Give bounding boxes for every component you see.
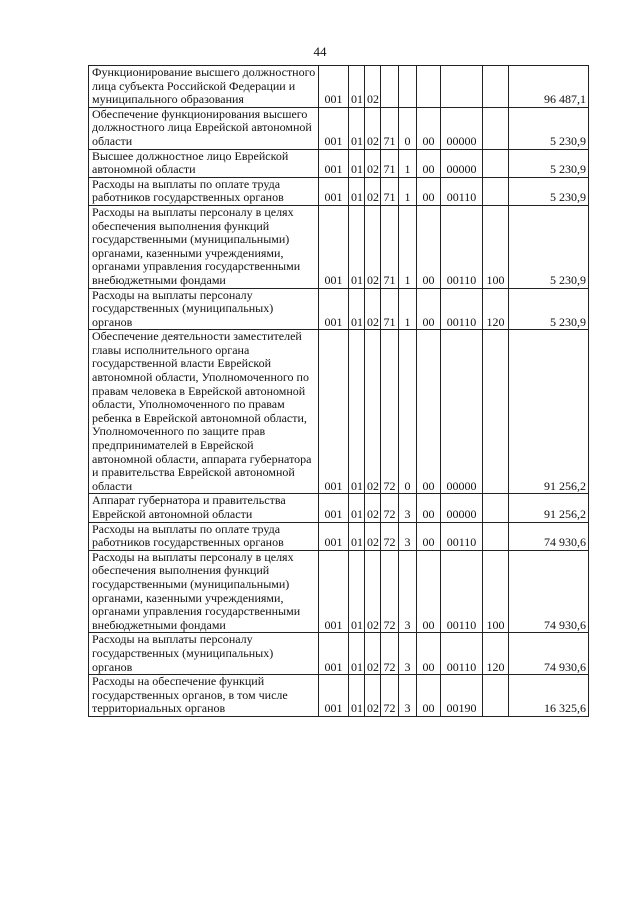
section-code-cell: 01 xyxy=(349,149,365,177)
expense-type-cell: 120 xyxy=(483,288,509,330)
expense-code-cell: 00110 xyxy=(441,177,483,205)
expense-type-cell xyxy=(483,330,509,494)
amount-cell: 5 230,9 xyxy=(509,149,589,177)
program-code-cell: 72 xyxy=(381,330,399,494)
subsection-code-cell: 02 xyxy=(365,177,381,205)
ved-code-cell: 001 xyxy=(319,330,349,494)
expense-code-cell: 00110 xyxy=(441,288,483,330)
subsection-code-cell: 02 xyxy=(365,107,381,149)
expense-type-cell xyxy=(483,675,509,717)
expense-code-cell: 00110 xyxy=(441,633,483,675)
row-name-cell: Высшее должностное лицо Еврейской автономной области xyxy=(89,149,319,177)
program-code-cell: 71 xyxy=(381,149,399,177)
ved-code-cell: 001 xyxy=(319,177,349,205)
subsection-code-cell: 02 xyxy=(365,330,381,494)
expense-type-cell xyxy=(483,494,509,522)
program-code-cell: 71 xyxy=(381,107,399,149)
direction-code-cell: 00 xyxy=(417,633,441,675)
amount-cell: 5 230,9 xyxy=(509,107,589,149)
ved-code-cell: 001 xyxy=(319,288,349,330)
table-row xyxy=(89,288,589,330)
ved-code-cell: 001 xyxy=(319,550,349,633)
ved-code-cell: 001 xyxy=(319,205,349,288)
subprogram-code-cell xyxy=(399,66,417,108)
expense-code-cell: 00000 xyxy=(441,107,483,149)
row-name-cell: Аппарат губернатора и правительства Еврейской автономной области xyxy=(89,494,319,522)
expense-type-cell xyxy=(483,149,509,177)
program-code-cell: 71 xyxy=(381,288,399,330)
page-number: 44 xyxy=(313,44,327,59)
subprogram-code-cell: 1 xyxy=(399,149,417,177)
subprogram-code-cell: 3 xyxy=(399,522,417,550)
program-code-cell: 72 xyxy=(381,494,399,522)
amount-cell: 5 230,9 xyxy=(509,288,589,330)
subsection-code-cell: 02 xyxy=(365,522,381,550)
section-code-cell: 01 xyxy=(349,66,365,108)
expense-code-cell xyxy=(441,66,483,108)
ved-code-cell: 001 xyxy=(319,149,349,177)
expense-code-cell: 00190 xyxy=(441,675,483,717)
subsection-code-cell: 02 xyxy=(365,205,381,288)
table-body xyxy=(89,66,589,717)
program-code-cell: 72 xyxy=(381,633,399,675)
row-name-cell: Расходы на выплаты по оплате труда работников государственных органов xyxy=(89,522,319,550)
ved-code-cell: 001 xyxy=(319,522,349,550)
table-row xyxy=(89,522,589,550)
table-row xyxy=(89,675,589,717)
row-name-cell: Функционирование высшего должностного лица субъекта Российской Федерации и муниципального образования xyxy=(89,66,319,108)
expense-type-cell xyxy=(483,522,509,550)
table-row xyxy=(89,330,589,494)
expense-code-cell: 00110 xyxy=(441,205,483,288)
section-code-cell: 01 xyxy=(349,205,365,288)
table-row xyxy=(89,177,589,205)
expense-type-cell: 100 xyxy=(483,550,509,633)
section-code-cell: 01 xyxy=(349,494,365,522)
expense-type-cell xyxy=(483,66,509,108)
ved-code-cell: 001 xyxy=(319,494,349,522)
row-name-cell: Обеспечение функционирования высшего должностного лица Еврейской автономной области xyxy=(89,107,319,149)
direction-code-cell: 00 xyxy=(417,149,441,177)
section-code-cell: 01 xyxy=(349,522,365,550)
direction-code-cell: 00 xyxy=(417,522,441,550)
subprogram-code-cell: 0 xyxy=(399,330,417,494)
section-code-cell: 01 xyxy=(349,288,365,330)
ved-code-cell: 001 xyxy=(319,107,349,149)
row-name-cell: Расходы на выплаты персоналу государственных (муниципальных) органов xyxy=(89,633,319,675)
section-code-cell: 01 xyxy=(349,675,365,717)
section-code-cell: 01 xyxy=(349,550,365,633)
row-name-cell: Расходы на выплаты персоналу в целях обеспечения выполнения функций государственными (муниципальными) органами, казенными учреждениями, органами управления государственными внебюджетными фондами xyxy=(89,205,319,288)
section-code-cell: 01 xyxy=(349,633,365,675)
subsection-code-cell: 02 xyxy=(365,288,381,330)
program-code-cell: 72 xyxy=(381,675,399,717)
expense-code-cell: 00000 xyxy=(441,494,483,522)
direction-code-cell: 00 xyxy=(417,288,441,330)
expense-code-cell: 00000 xyxy=(441,149,483,177)
expense-type-cell xyxy=(483,107,509,149)
expense-code-cell: 00000 xyxy=(441,330,483,494)
section-code-cell: 01 xyxy=(349,177,365,205)
budget-table xyxy=(88,65,589,717)
table-row xyxy=(89,107,589,149)
direction-code-cell: 00 xyxy=(417,550,441,633)
subprogram-code-cell: 3 xyxy=(399,675,417,717)
program-code-cell: 72 xyxy=(381,550,399,633)
subsection-code-cell: 02 xyxy=(365,633,381,675)
table-row xyxy=(89,633,589,675)
amount-cell: 74 930,6 xyxy=(509,550,589,633)
table-row xyxy=(89,149,589,177)
amount-cell: 5 230,9 xyxy=(509,205,589,288)
section-code-cell: 01 xyxy=(349,330,365,494)
subprogram-code-cell: 1 xyxy=(399,177,417,205)
subsection-code-cell: 02 xyxy=(365,66,381,108)
direction-code-cell: 00 xyxy=(417,494,441,522)
row-name-cell: Обеспечение деятельности заместителей главы исполнительного органа государственной власти Еврейской автономной области, Уполномоченного по правам человека в Еврейской автономной области, Уполномоченного по правам ребенка в Еврейской автономной области, Уполномоченного по защите прав предпринимателей в Еврейской автономной области, аппарата губернатора и правительства Еврейской автономной области xyxy=(89,330,319,494)
subprogram-code-cell: 0 xyxy=(399,107,417,149)
subprogram-code-cell: 3 xyxy=(399,494,417,522)
subsection-code-cell: 02 xyxy=(365,675,381,717)
table-row xyxy=(89,494,589,522)
program-code-cell: 72 xyxy=(381,522,399,550)
table-row xyxy=(89,550,589,633)
program-code-cell xyxy=(381,66,399,108)
program-code-cell: 71 xyxy=(381,177,399,205)
amount-cell: 5 230,9 xyxy=(509,177,589,205)
ved-code-cell: 001 xyxy=(319,675,349,717)
expense-type-cell: 100 xyxy=(483,205,509,288)
row-name-cell: Расходы на выплаты по оплате труда работников государственных органов xyxy=(89,177,319,205)
subprogram-code-cell: 1 xyxy=(399,205,417,288)
amount-cell: 74 930,6 xyxy=(509,522,589,550)
expense-type-cell xyxy=(483,177,509,205)
direction-code-cell: 00 xyxy=(417,675,441,717)
ved-code-cell: 001 xyxy=(319,633,349,675)
expense-code-cell: 00110 xyxy=(441,550,483,633)
subsection-code-cell: 02 xyxy=(365,550,381,633)
table-row xyxy=(89,205,589,288)
expense-type-cell: 120 xyxy=(483,633,509,675)
direction-code-cell: 00 xyxy=(417,177,441,205)
section-code-cell: 01 xyxy=(349,107,365,149)
subsection-code-cell: 02 xyxy=(365,494,381,522)
row-name-cell: Расходы на обеспечение функций государственных органов, в том числе территориальных органов xyxy=(89,675,319,717)
amount-cell: 91 256,2 xyxy=(509,330,589,494)
direction-code-cell: 00 xyxy=(417,330,441,494)
subprogram-code-cell: 3 xyxy=(399,633,417,675)
amount-cell: 91 256,2 xyxy=(509,494,589,522)
program-code-cell: 71 xyxy=(381,205,399,288)
row-name-cell: Расходы на выплаты персоналу государственных (муниципальных) органов xyxy=(89,288,319,330)
amount-cell: 16 325,6 xyxy=(509,675,589,717)
subprogram-code-cell: 1 xyxy=(399,288,417,330)
direction-code-cell: 00 xyxy=(417,205,441,288)
amount-cell: 74 930,6 xyxy=(509,633,589,675)
table-row xyxy=(89,66,589,108)
direction-code-cell xyxy=(417,66,441,108)
ved-code-cell: 001 xyxy=(319,66,349,108)
subsection-code-cell: 02 xyxy=(365,149,381,177)
subprogram-code-cell: 3 xyxy=(399,550,417,633)
amount-cell: 96 487,1 xyxy=(509,66,589,108)
row-name-cell: Расходы на выплаты персоналу в целях обеспечения выполнения функций государственными (муниципальными) органами, казенными учреждениями, органами управления государственными внебюджетными фондами xyxy=(89,550,319,633)
expense-code-cell: 00110 xyxy=(441,522,483,550)
direction-code-cell: 00 xyxy=(417,107,441,149)
